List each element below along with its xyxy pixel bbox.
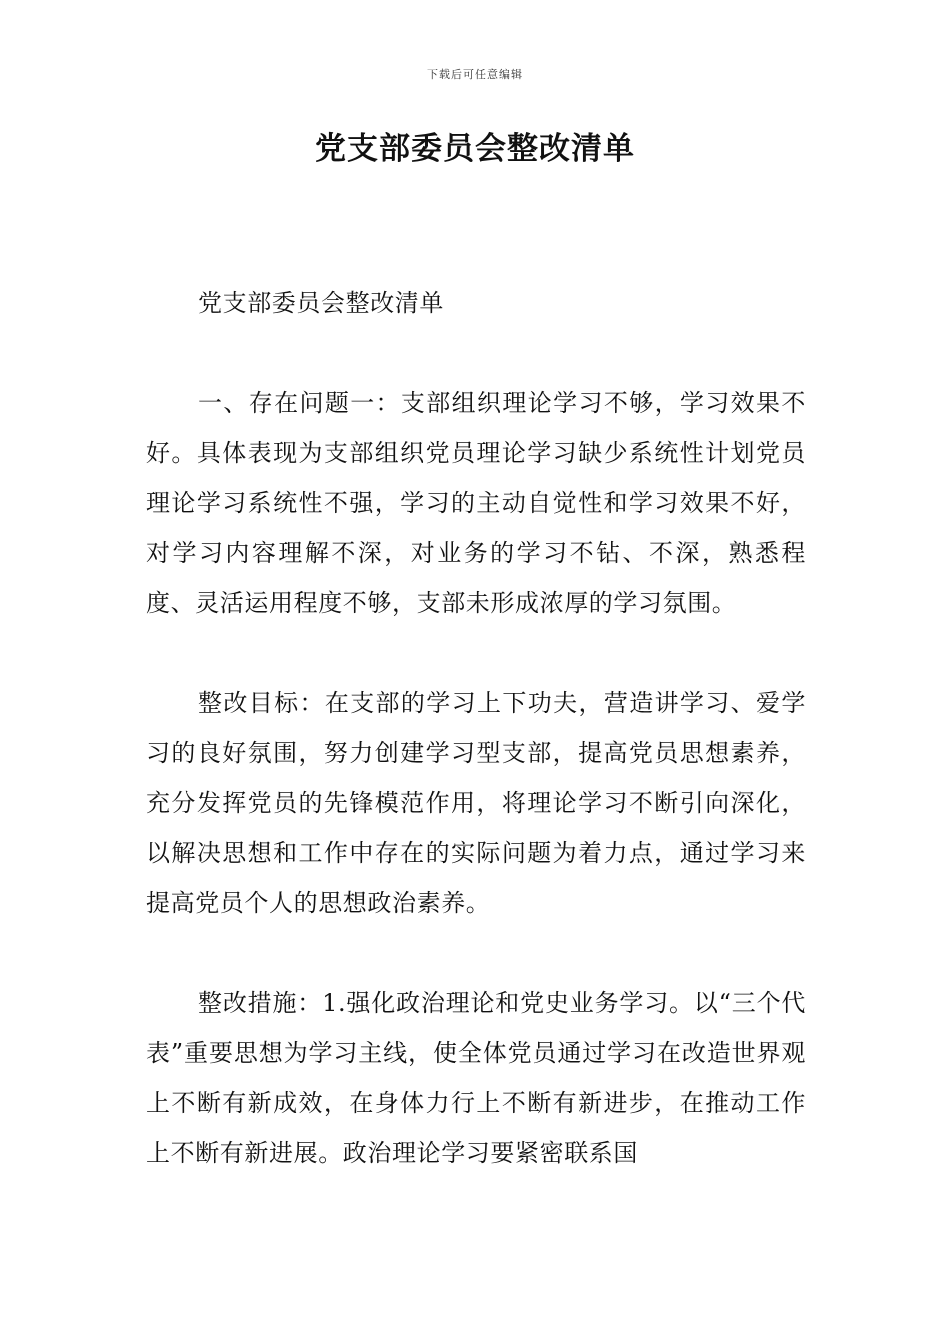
problem-paragraph: 一、存在问题一：支部组织理论学习不够，学习效果不好。具体表现为支部组织党员理论学习缺少系统性计划党员理论学习系统性不强，学习的主动自觉性和学习效果不好，对学习内容理解不深，对业务的学习不钻、不深，熟悉程度、灵活运用程度不够，支部未形成浓厚的学习氛围。 bbox=[146, 389, 806, 617]
subtitle-paragraph: 党支部委员会整改清单 bbox=[198, 289, 444, 317]
document-body bbox=[146, 278, 806, 1178]
document-title: 党支部委员会整改清单 bbox=[315, 131, 635, 167]
header-note: 下载后可任意编辑 bbox=[427, 68, 523, 81]
goal-paragraph: 整改目标：在支部的学习上下功夫，营造讲学习、爱学习的良好氛围，努力创建学习型支部，提高党员思想素养，充分发挥党员的先锋模范作用，将理论学习不断引向深化，以解决思想和工作中存在的实际问题为着力点，通过学习来提高党员个人的思想政治素养。 bbox=[146, 689, 806, 917]
measures-paragraph: 整改措施：1.强化政治理论和党史业务学习。以“三个代表”重要思想为学习主线，使全体党员通过学习在改造世界观上不断有新成效，在身体力行上不断有新进步，在推动工作上不断有新进展。政治理论学习要紧密联系国 bbox=[146, 989, 806, 1167]
